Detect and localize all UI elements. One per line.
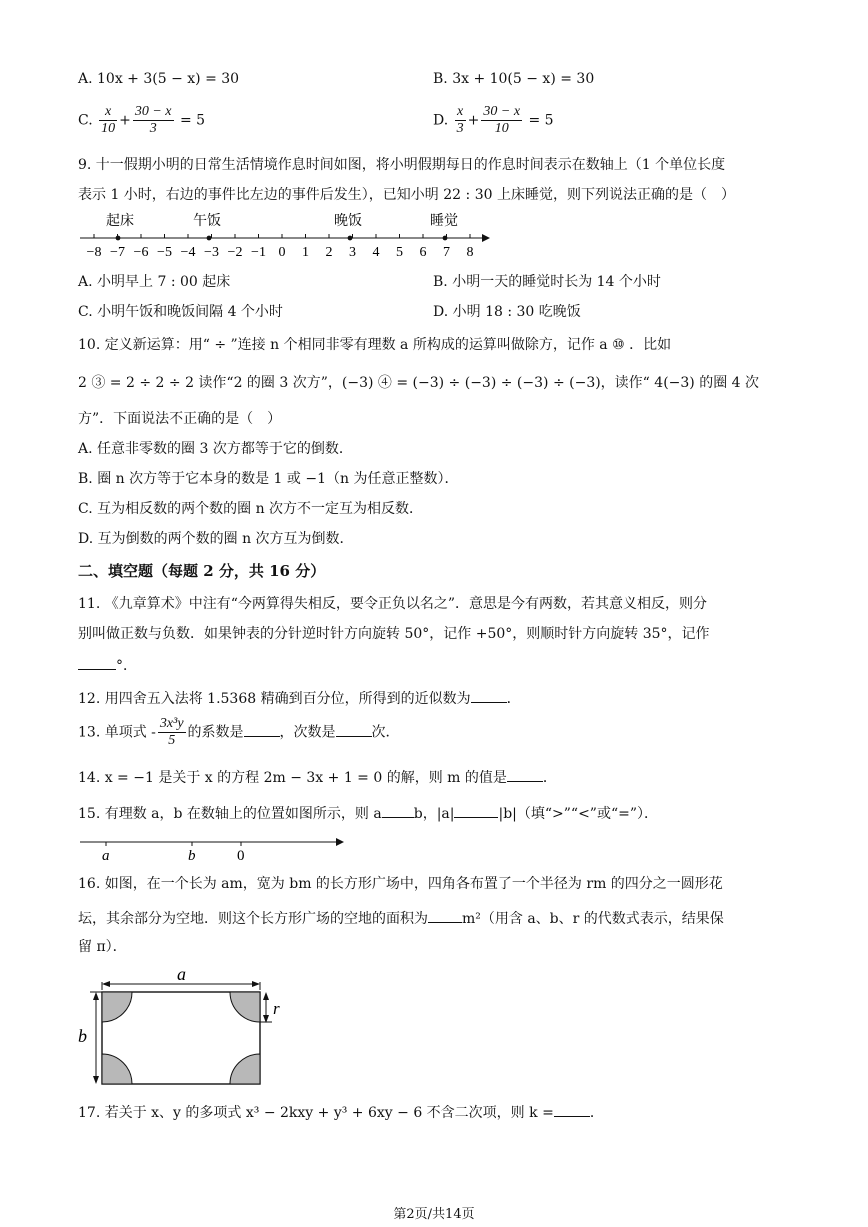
q12-answer-blank xyxy=(471,688,507,703)
q10-line3: 方”．下面说法不正确的是（ ） xyxy=(78,411,282,427)
q11-line3-tail: °． xyxy=(116,658,137,674)
q16-label-a: a xyxy=(177,964,186,984)
q9-event-getup: 起床 xyxy=(106,214,134,229)
q9-tick-label: −4 xyxy=(180,245,196,260)
q13-prefix: 13. 单项式 - xyxy=(78,724,156,741)
q15 xyxy=(78,803,658,823)
q9-option-b: B. 小明一天的睡觉时长为 14 个小时 xyxy=(433,274,661,290)
q8-c-prefix: C. xyxy=(78,112,93,129)
q15-text-a: 15. 有理数 a，b 在数轴上的位置如图所示，则 a xyxy=(78,806,382,822)
q14-text: 14. x = −1 是关于 x 的方程 2m − 3x + 1 = 0 的解，则 m 的值是 xyxy=(78,770,507,786)
q14-tail: ． xyxy=(542,770,557,786)
q16-label-b: b xyxy=(78,1026,87,1046)
q10-option-b: B. 圈 n 次方等于它本身的数是 1 或 −1（n 为任意正整数）． xyxy=(78,471,459,487)
section-title-fill-in: 二、填空题（每题 2 分，共 16 分） xyxy=(78,562,326,580)
q8-d-tail: = 5 xyxy=(528,112,554,129)
q17-text: 17. 若关于 x、y 的多项式 x³ − 2kxy + y³ + 6xy − 6 不含二次项，则 k = xyxy=(78,1105,554,1121)
q13-monomial: $\frac{\text{3x³y}}{5}$ xyxy=(159,716,184,748)
q13-coefficient-blank xyxy=(244,722,280,737)
q8-c-frac1: $\frac{x}{10}$ xyxy=(101,104,116,136)
q15-text-c: |b|（填“>”“<”或“=”）． xyxy=(498,806,659,822)
q9-tick-label: 6 xyxy=(419,245,427,260)
q9-event-lunch: 午饭 xyxy=(193,214,221,229)
q8-d-frac2: $\frac{30 - x}{10}$ xyxy=(483,104,521,136)
q9-tick-label: 5 xyxy=(396,245,403,260)
q8-option-c: C. $\frac{x}{10}$ + $\frac{30 - x}{3}$ = 5 xyxy=(78,104,206,136)
q10-option-a: A. 任意非零数的圈 3 次方都等于它的倒数． xyxy=(78,441,353,457)
q16-line2-b: m²（用含 a、b、r 的代数式表示，结果保 xyxy=(462,911,724,927)
q17-tail: ． xyxy=(589,1105,604,1121)
q15-label-0: 0 xyxy=(237,848,245,864)
q11-line3 xyxy=(78,655,137,675)
q15-label-a: a xyxy=(102,848,110,864)
q9-dot-lunch xyxy=(207,236,212,241)
q9-dot-sleep xyxy=(443,236,448,241)
q15-number-line xyxy=(78,832,348,866)
q9-line1: 9. 十一假期小明的日常生活情境作息时间如图，将小明假期每日的作息时间表示在数轴上（1 个单位长度 xyxy=(78,157,726,173)
q8-d-frac1: $\frac{x}{3}$ xyxy=(456,104,464,136)
q10-option-c: C. 互为相反数的两个数的圈 n 次方不一定互为相反数． xyxy=(78,501,424,517)
q12 xyxy=(78,688,521,708)
q10-line2: 2 ③ = 2 ÷ 2 ÷ 2 读作“2 的圈 3 次方”，(−3) ④ = (−3) ÷ (−3) ÷ (−3) ÷ (−3)，读作“ 4(−3) 的圈 4 次 xyxy=(78,375,760,391)
q9-tick-label: 0 xyxy=(278,245,286,260)
q17-answer-blank xyxy=(554,1102,590,1117)
q13-mid2: ，次数是 xyxy=(279,724,336,741)
q16-label-r: r xyxy=(273,999,280,1018)
q10-option-d: D. 互为倒数的两个数的圈 n 次方互为倒数． xyxy=(78,531,354,547)
q8-option-b: B. 3x + 10(5 − x) = 30 xyxy=(433,71,595,87)
q11-answer-blank xyxy=(78,655,116,670)
q9-tick-label: 2 xyxy=(325,245,333,260)
q16-line2 xyxy=(78,908,724,928)
q16-line2-a: 坛，其余部分为空地．则这个长方形广场的空地的面积为 xyxy=(78,911,428,927)
q14-answer-blank xyxy=(507,767,543,782)
q9-tick-label: 3 xyxy=(349,245,356,260)
q9-tick-label: 7 xyxy=(443,245,450,260)
q9-tick-label: 4 xyxy=(372,245,380,260)
q11-line1: 11. 《九章算术》中注有“今两算得失相反，要令正负以名之”．意思是今有两数，若其意义相反，则分 xyxy=(78,596,708,612)
q8-c-frac2: $\frac{30 - x}{3}$ xyxy=(134,104,172,136)
q9-line2: 表示 1 小时，右边的事件比左边的事件后发生），已知小明 22 : 30 上床睡觉，则下列说法正确的是（ ） xyxy=(78,187,735,203)
q12-text: 12. 用四舍五入法将 1.5368 精确到百分位，所得到的近似数为 xyxy=(78,691,471,707)
q15-blank-1 xyxy=(382,803,414,818)
q9-tick-label: −7 xyxy=(110,245,125,260)
q9-tick-label: −3 xyxy=(204,245,219,260)
q9-tick-label: −8 xyxy=(86,245,102,260)
q13-degree-blank xyxy=(336,722,372,737)
q9-option-c: C. 小明午饭和晚饭间隔 4 个小时 xyxy=(78,304,283,320)
q9-tick-label: −1 xyxy=(251,245,266,260)
q9-option-a: A. 小明早上 7 : 00 起床 xyxy=(78,274,231,290)
q17 xyxy=(78,1102,604,1122)
q8-c-tail: = 5 xyxy=(179,112,206,129)
q13 xyxy=(78,716,400,749)
q9-tick-label: 8 xyxy=(466,245,474,260)
q12-tail: ． xyxy=(506,691,521,707)
q16-answer-blank xyxy=(428,908,462,923)
q9-tick-label: −5 xyxy=(157,245,172,260)
q9-dot-getup xyxy=(116,236,121,241)
q8-option-d: D. $\frac{x}{3}$ + $\frac{30 - x}{10}$ = 5 xyxy=(433,104,554,136)
q15-label-b: b xyxy=(188,848,196,864)
q9-event-dinner: 晚饭 xyxy=(334,214,362,229)
q9-number-line xyxy=(78,210,498,262)
q9-dot-dinner xyxy=(348,236,353,241)
q9-tick-label: −2 xyxy=(227,245,243,260)
q16-line3: 留 π）． xyxy=(78,939,127,955)
q9-event-sleep: 睡觉 xyxy=(430,214,458,229)
q10-line1: 10. 定义新运算：用“ ÷ ”连接 n 个相同非零有理数 a 所构成的运算叫做除方，记作 a ⑩ ．比如 xyxy=(78,337,672,353)
q8-d-prefix: D. xyxy=(433,112,449,129)
q15-blank-2 xyxy=(454,803,498,818)
q9-tick-label: 1 xyxy=(302,245,309,260)
q9-tick-label: −6 xyxy=(133,245,149,260)
q8-option-a: A. 10x + 3(5 − x) = 30 xyxy=(78,71,240,87)
q14 xyxy=(78,767,557,787)
q16-rectangle-figure xyxy=(76,962,296,1090)
q11-line2: 别叫做正数与负数．如果钟表的分针逆时针方向旋转 50°，记作 +50°，则顺时针方向旋转 35°，记作 xyxy=(78,626,710,642)
q16-line1: 16. 如图，在一个长为 am，宽为 bm 的长方形广场中，四角各布置了一个半径为 rm 的四分之一圆形花 xyxy=(78,876,723,892)
q9-axis-arrow xyxy=(482,234,490,242)
page-footer: 第2页/共14页 xyxy=(393,1207,475,1222)
q13-mid: 的系数是 xyxy=(187,724,244,741)
q15-text-b: b，|a| xyxy=(413,806,455,822)
q9-option-d: D. 小明 18 : 30 吃晚饭 xyxy=(433,304,581,320)
q13-tail: 次． xyxy=(371,724,400,741)
